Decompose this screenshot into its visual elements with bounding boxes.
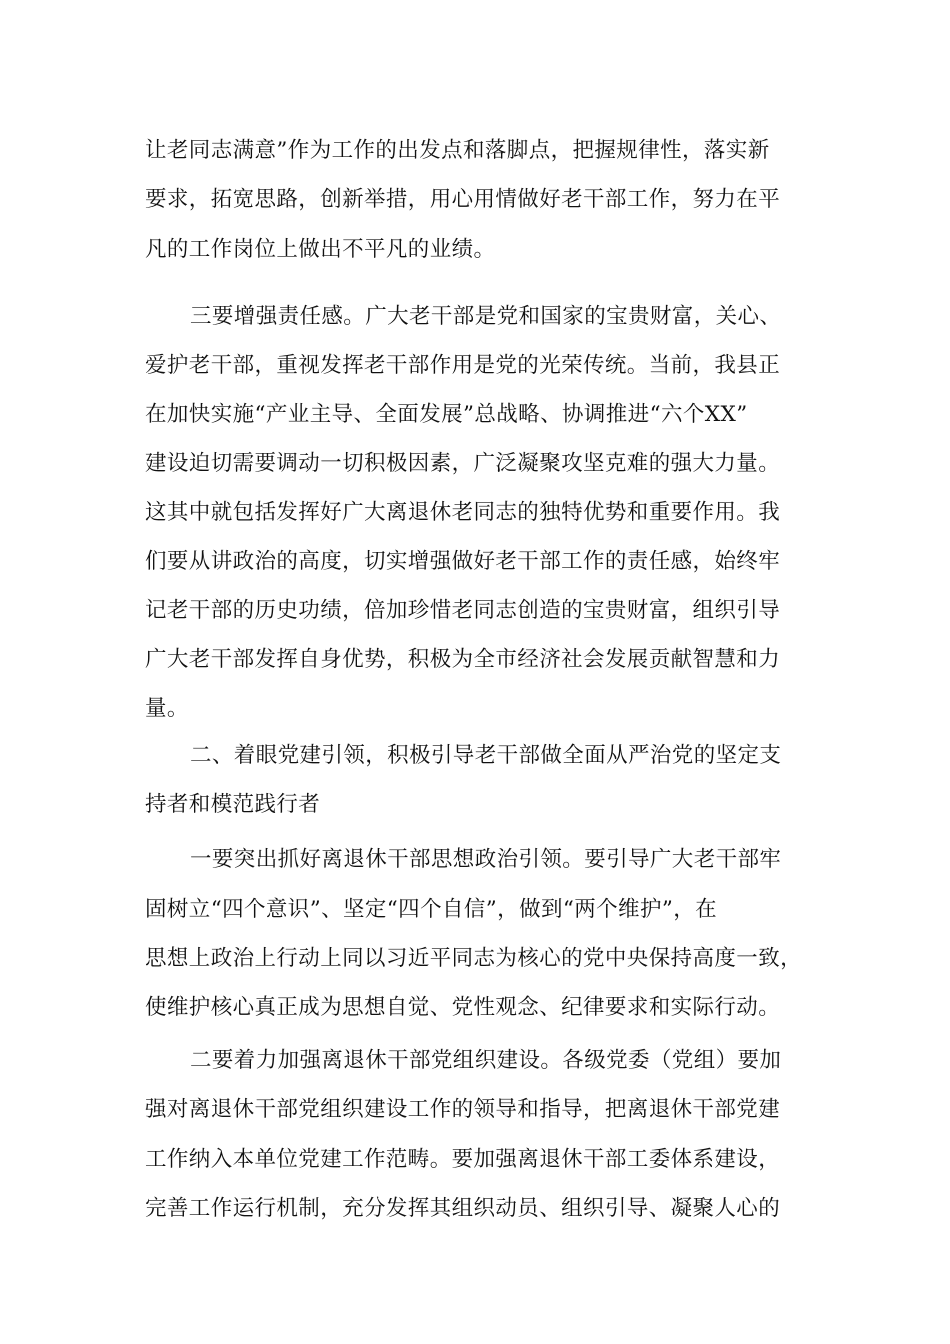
text-line: 记老干部的历史功绩，倍加珍惜老同志创造的宝贵财富，组织引导 <box>145 598 781 623</box>
section-heading-line: 二、着眼党建引领，积极引导老干部做全面从严治党的坚定支 <box>190 743 782 768</box>
text-line: 让老同志满意”作为工作的出发点和落脚点，把握规律性，落实新 <box>145 138 770 163</box>
text-line: 要求，拓宽思路，创新举措，用心用情做好老干部工作，努力在平 <box>145 187 781 212</box>
text-line: 工作纳入本单位党建工作范畴。要加强离退休干部工委体系建设， <box>145 1147 781 1172</box>
text-line: 固树立“四个意识”、坚定“四个自信”，做到“两个维护”，在 <box>145 897 718 922</box>
text-line: 建设迫切需要调动一切积极因素，广泛凝聚攻坚克难的强大力量。 <box>145 451 781 476</box>
text-line: 广大老干部发挥自身优势，积极为全市经济社会发展贡献智慧和力 <box>145 647 781 672</box>
paragraph-start-line: 三要增强责任感。广大老干部是党和国家的宝贵财富，关心、 <box>190 304 782 329</box>
text-line: 在加快实施“产业主导、全面发展”总战略、协调推进“六个XX” <box>145 402 748 427</box>
paragraph-start-line: 一要突出抓好离退休干部思想政治引领。要引导广大老干部牢 <box>190 847 782 872</box>
text-line: 强对离退休干部党组织建设工作的领导和指导，把离退休干部党建 <box>145 1097 781 1122</box>
text-line: 凡的工作岗位上做出不平凡的业绩。 <box>145 237 496 262</box>
section-heading-line: 持者和模范践行者 <box>145 792 321 817</box>
text-line: 们要从讲政治的高度，切实增强做好老干部工作的责任感，始终牢 <box>145 549 781 574</box>
text-line: 爱护老干部，重视发挥老干部作用是党的光荣传统。当前，我县正 <box>145 353 781 378</box>
text-line: 量。 <box>145 696 189 721</box>
paragraph-start-line: 二要着力加强离退休干部党组织建设。各级党委（党组）要加 <box>190 1048 782 1073</box>
text-line: 使维护核心真正成为思想自觉、党性观念、纪律要求和实际行动。 <box>145 995 781 1020</box>
text-line: 完善工作运行机制，充分发挥其组织动员、组织引导、凝聚人心的 <box>145 1196 781 1221</box>
text-line: 思想上政治上行动上同以习近平同志为核心的党中央保持高度一致， <box>145 946 803 971</box>
text-line: 这其中就包括发挥好广大离退休老同志的独特优势和重要作用。我 <box>145 500 781 525</box>
